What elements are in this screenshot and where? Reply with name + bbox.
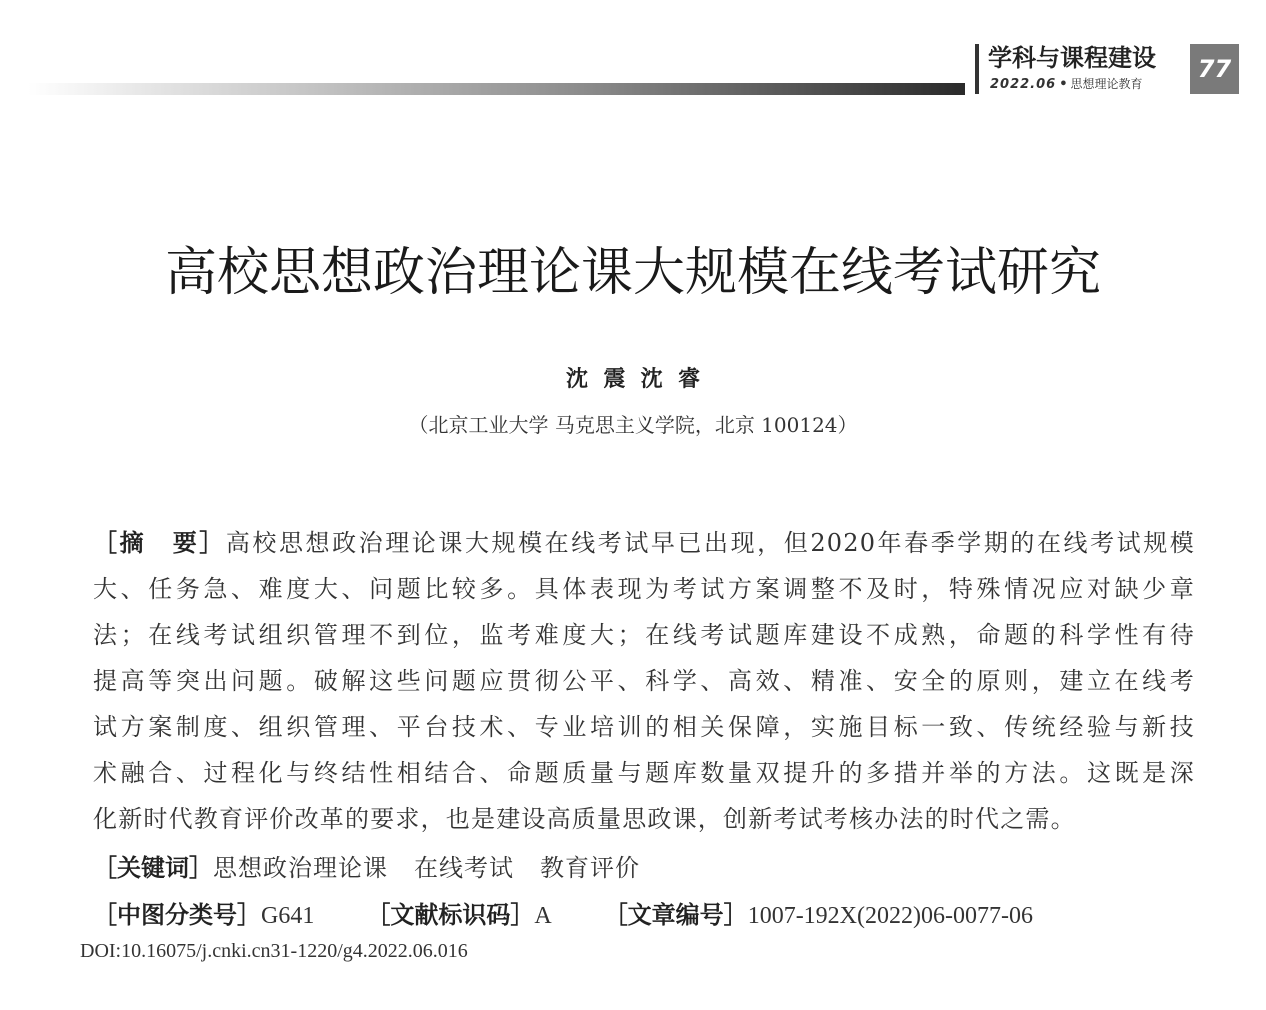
classification-info — [93, 895, 1033, 935]
abstract-text: 高校思想政治理论课大规模在线考试早已出现，但2020年春季学期的在线考试规模 — [225, 529, 1195, 557]
authors: 沈 震 沈 睿 — [566, 367, 700, 392]
page-number: 77 — [1190, 44, 1239, 94]
abstract-line: 化新时代教育评价改革的要求，也是建设高质量思政课，创新考试考核办法的时代之需。 — [93, 805, 1076, 833]
keywords-label: ［关键词］ — [93, 854, 213, 882]
keyword: 思想政治理论课 — [213, 854, 388, 882]
abstract-line: 试方案制度、组织管理、平台技术、专业培训的相关保障，实施目标一致、传统经验与新技 — [93, 713, 1195, 741]
bullet-separator: • — [1059, 77, 1068, 92]
abstract-line: 大、任务急、难度大、问题比较多。具体表现为考试方案调整不及时，特殊情况应对缺少章 — [93, 575, 1195, 603]
issue-number: 2022.06 — [990, 77, 1057, 92]
abstract-label: ［摘 要］ — [93, 529, 226, 557]
header-issue-line — [990, 75, 1143, 92]
abstract-line: 提高等突出问题。破解这些问题应贯彻公平、科学、高效、精准、安全的原则，建立在线考 — [93, 667, 1195, 695]
article-title: 高校思想政治理论课大规模在线考试研究 — [164, 243, 1101, 303]
article-number-value: 1007-192X(2022)06-0077-06 — [747, 903, 1033, 929]
header-gradient-bar — [28, 83, 965, 95]
keywords — [93, 848, 666, 888]
clc-value: G641 — [261, 903, 315, 929]
abstract-line — [93, 520, 1195, 566]
journal-section-title: 学科与课程建设 — [988, 44, 1156, 72]
doc-code-label: ［文献标识码］ — [366, 901, 535, 929]
abstract-line: 术融合、过程化与终结性相结合、命题质量与题库数量双提升的多措并举的方法。这既是深 — [93, 759, 1195, 787]
doc-code-value: A — [534, 903, 552, 929]
keyword: 在线考试 — [414, 854, 514, 882]
abstract — [93, 520, 1195, 842]
keyword: 教育评价 — [540, 854, 640, 882]
journal-name: 思想理论教育 — [1070, 77, 1143, 91]
doi: DOI:10.16075/j.cnki.cn31-1220/g4.2022.06.016 — [80, 940, 468, 962]
header-divider — [975, 44, 979, 94]
clc-label: ［中图分类号］ — [93, 901, 261, 929]
affiliation: （北京工业大学 马克思主义学院，北京 100124） — [408, 413, 858, 437]
abstract-line: 法；在线考试组织管理不到位，监考难度大；在线考试题库建设不成熟，命题的科学性有待 — [93, 621, 1195, 649]
article-number-label: ［文章编号］ — [603, 901, 748, 929]
